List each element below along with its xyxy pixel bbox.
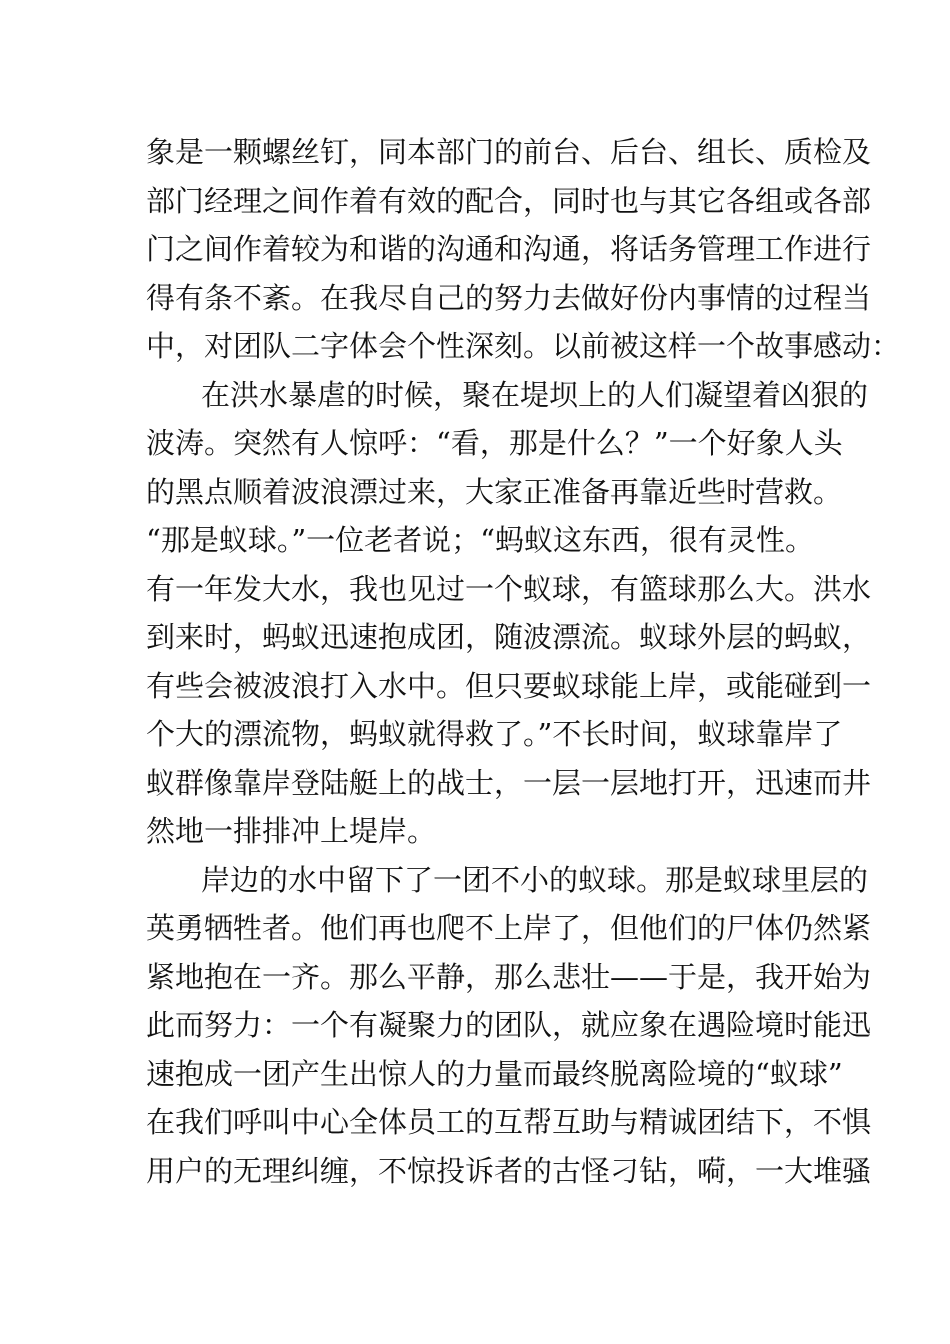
text-line: 然地一排排冲上堤岸。 — [146, 814, 437, 848]
text-line: 门之间作着较为和谐的沟通和沟通，将话务管理工作进行 — [146, 232, 872, 266]
body-text — [146, 128, 901, 1195]
paragraph-start-line: 在洪水暴虐的时候，聚在堤坝上的人们凝望着凶狠的 — [201, 377, 869, 412]
text-line: “那是蚁球。”一位老者说；“蚂蚁这东西，很有灵性。 — [146, 523, 814, 557]
text-line: 波涛。突然有人惊呼：“看，那是什么？”一个好象人头 — [146, 426, 843, 460]
text-line: 英勇牺牲者。他们再也爬不上岸了，但他们的尸体仍然紧 — [146, 911, 872, 945]
text-line: 到来时，蚂蚁迅速抱成团，随波漂流。蚁球外层的蚂蚁， — [146, 620, 872, 654]
text-line: 速抱成一团产生出惊人的力量而最终脱离险境的“蚁球” — [146, 1056, 843, 1091]
text-line: 在我们呼叫中心全体员工的互帮互助与精诚团结下，不惧 — [146, 1105, 872, 1139]
text-line: 的黑点顺着波浪漂过来，大家正准备再靠近些时营救。 — [146, 474, 843, 509]
text-line: 得有条不紊。在我尽自己的努力去做好份内事情的过程当 — [146, 280, 872, 315]
text-line: 中，对团队二字体会个性深刻。以前被这样一个故事感动： — [146, 329, 901, 363]
text-line: 此而努力：一个有凝聚力的团队，就应象在遇险境时能迅 — [146, 1008, 872, 1042]
text-line: 部门经理之间作着有效的配合，同时也与其它各组或各部 — [146, 183, 872, 218]
text-line: 有些会被波浪打入水中。但只要蚁球能上岸，或能碰到一 — [146, 668, 872, 703]
text-line: 蚁群像靠岸登陆艇上的战士，一层一层地打开，迅速而井 — [146, 765, 872, 800]
paragraph-start-line: 岸边的水中留下了一团不小的蚁球。那是蚁球里层的 — [201, 862, 869, 897]
text-line: 紧地抱在一齐。那么平静，那么悲壮——于是，我开始为 — [146, 959, 872, 994]
text-line: 用户的无理纠缠，不惊投诉者的古怪刁钻，嗬，一大堆骚 — [146, 1153, 872, 1188]
text-line: 个大的漂流物，蚂蚁就得救了。”不长时间，蚁球靠岸了 — [146, 717, 843, 751]
text-line: 有一年发大水，我也见过一个蚁球，有篮球那么大。洪水 — [146, 571, 872, 606]
text-line: 象是一颗螺丝钉，同本部门的前台、后台、组长、质检及 — [146, 135, 872, 169]
